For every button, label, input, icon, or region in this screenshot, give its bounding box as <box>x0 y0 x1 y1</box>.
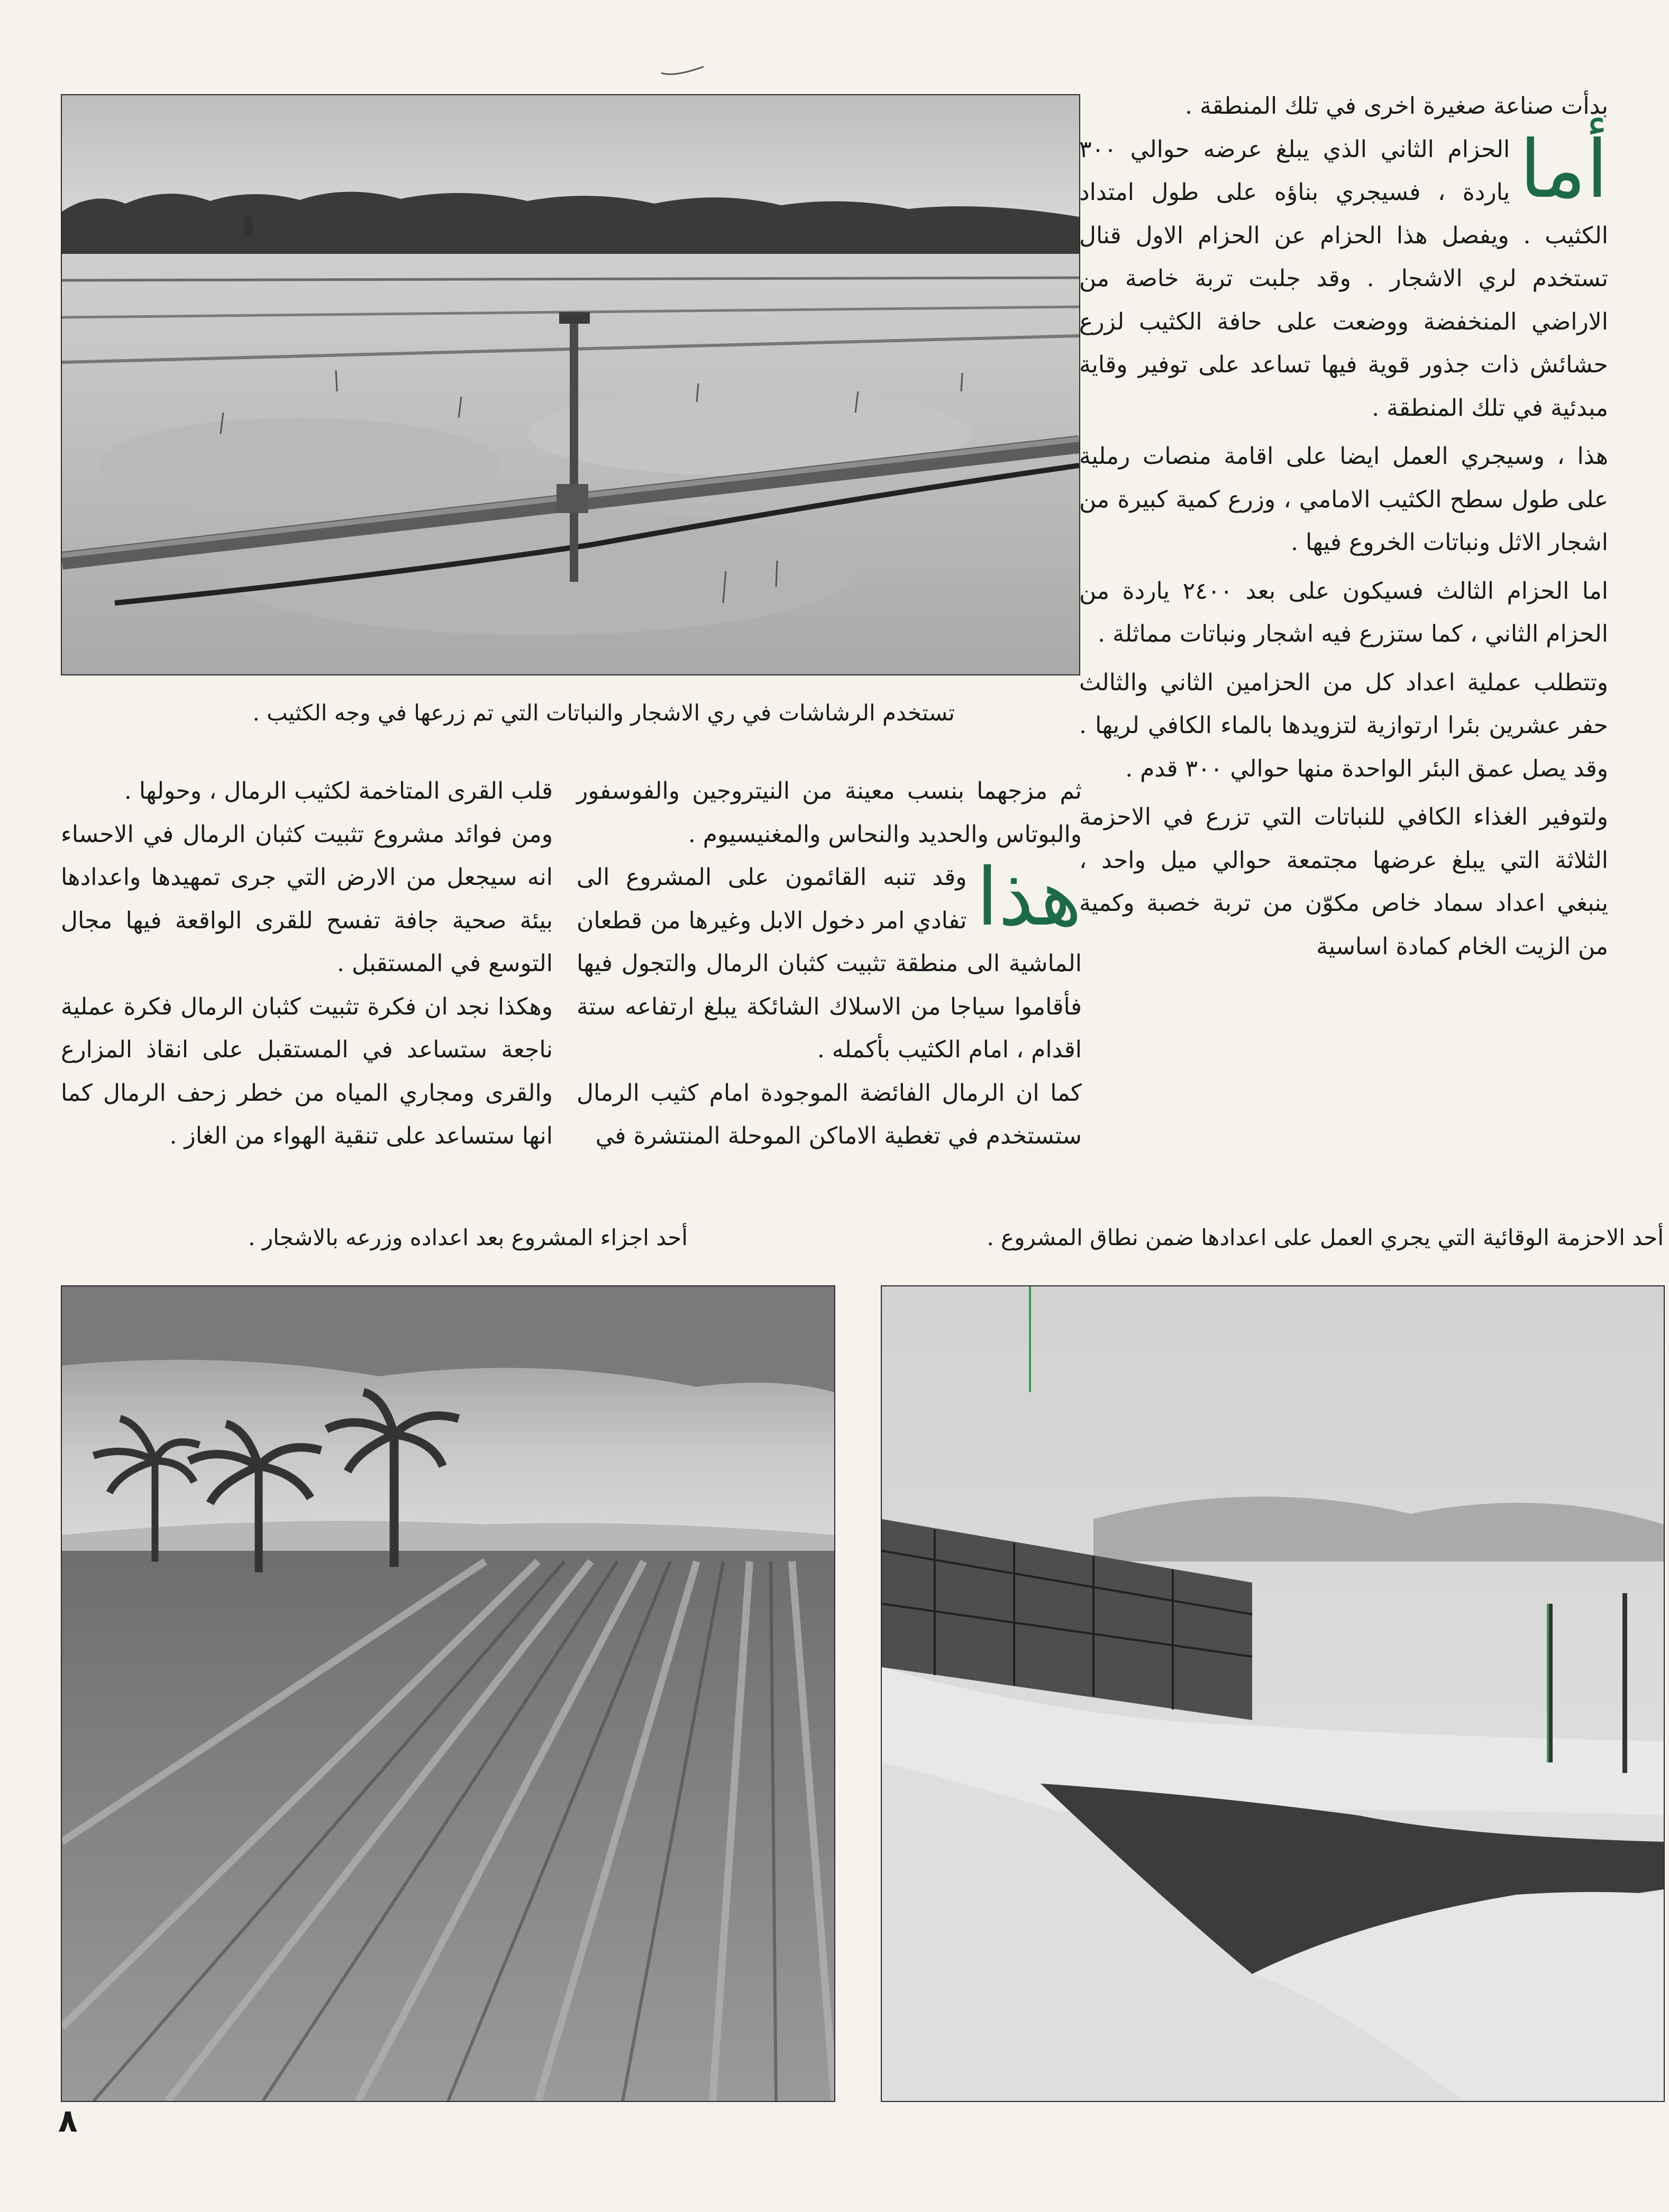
photo-canal-windbreak <box>881 1285 1665 2102</box>
paragraph: ولتوفير الغذاء الكافي للنباتات التي تزرع في الاحزمة الثلاثة التي يبلغ عرضها مجتمعة حوالي ميل واحد ، ينبغي اعداد سماد خاص مكوّن من تربة خصبة وكمية من الزيت الخام كمادة اساسية <box>1079 803 1608 960</box>
page-number: ٨ <box>58 2103 78 2140</box>
article-column-left <box>61 770 553 1193</box>
article-column-middle <box>577 770 1082 1193</box>
photo-canal-caption: أحد الاحزمة الوقائية التي يجري العمل على اعدادها ضمن نطاق المشروع . <box>987 1224 1664 1250</box>
paragraph: ومن فوائد مشروع تثبيت كثبان الرمال في الاحساء انه سيجعل من الارض التي جرى تمهيدها واعدادها بيئة صحية جافة تفسح للقرى الواقعة فيها مجال التوسع في المستقبل . <box>61 820 553 977</box>
article-column-right <box>1079 85 1608 1180</box>
pencil-mark <box>659 62 706 78</box>
paragraph: وهكذا نجد ان فكرة تثبيت كثبان الرمال فكرة عملية ناجعة ستساعد في المستقبل على انقاذ المزارع والقرى ومجاري المياه من خطر زحف الرمال كما انها ستساعد على تنقية الهواء من الغاز . <box>61 993 553 1149</box>
photo-planted-rows <box>61 1285 835 2102</box>
paragraph: قلب القرى المتاخمة لكثيب الرمال ، وحولها . <box>124 778 553 805</box>
paragraph: الحزام الثاني الذي يبلغ عرضه حوالي ٣٠٠ ياردة ، فسيجري بناؤه على طول امتداد الكثيب . ويفصل هذا الحزام عن الحزام الاول قنال تستخدم لري الاشجار . وقد جلبت تربة خاصة من الاراضي المنخفضة ووضعت على حافة الكثيب لزرع حشائش ذات جذور قوية فيها تساعد على توفير وقاية مبدئية في تلك المنطقة . <box>1079 135 1608 422</box>
paragraph: وتتطلب عملية اعداد كل من الحزامين الثاني والثالث حفر عشرين بئرا ارتوازية لتزويدها بالماء الكافي لريها . وقد يصل عمق البئر الواحدة منها حوالي ٣٠٠ قدم . <box>1079 669 1608 782</box>
paragraph: هذا ، وسيجري العمل ايضا على اقامة منصات رملية على طول سطح الكثيب الامامي ، وزرع كمية كبيرة من اشجار الاثل ونباتات الخروع فيها . <box>1079 443 1608 556</box>
dropcap: هذا <box>976 852 1082 944</box>
photo-sprinklers <box>61 94 1080 675</box>
paragraph: بدأت صناعة صغيرة اخرى في تلك المنطقة . <box>1185 93 1608 120</box>
paragraph: وقد تنبه القائمون على المشروع الى تفادي امر دخول الابل وغيرها من قطعان الماشية الى منطقة تثبيت كثبان الرمال والتجول فيها فأقاموا سياجا من الاسلاك الشائكة يبلغ ارتفاعه ستة اقدام ، امام الكثيب بأكمله . <box>577 864 1082 1063</box>
photo-palms-caption: أحد اجزاء المشروع بعد اعداده وزرعه بالاشجار . <box>248 1224 688 1250</box>
paragraph: اما الحزام الثالث فسيكون على بعد ٢٤٠٠ ياردة من الحزام الثاني ، كما ستزرع فيه اشجار ونباتات مماثلة . <box>1079 577 1608 647</box>
dropcap: أما <box>1519 123 1608 216</box>
paragraph: ثم مزجهما بنسب معينة من النيتروجين والفوسفور والبوتاس والحديد والنحاس والمغنيسيوم . <box>577 778 1082 848</box>
paragraph: كما ان الرمال الفائضة الموجودة امام كثيب الرمال ستستخدم في تغطية الاماكن الموحلة المنتشرة في <box>577 1079 1082 1149</box>
photo-sprinklers-caption: تستخدم الرشاشات في ري الاشجار والنباتات التي تم زرعها في وجه الكثيب . <box>252 700 955 726</box>
